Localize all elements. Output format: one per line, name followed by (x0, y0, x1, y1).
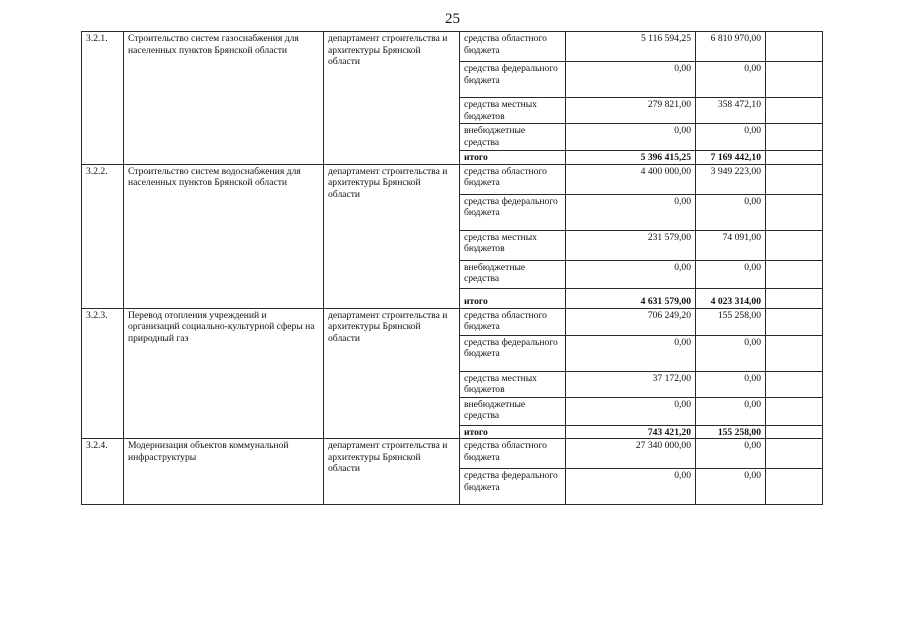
amount-value: 743 421,20 (566, 425, 696, 439)
amount-value: 0,00 (566, 397, 696, 425)
item-executor: департамент строительства и архитектуры Брянской области (324, 32, 460, 165)
amount-value: 358 472,10 (696, 98, 766, 124)
page-number: 25 (445, 11, 460, 27)
item-number: 3.2.2. (82, 164, 124, 308)
amount-value: 0,00 (566, 335, 696, 371)
amount-value: 0,00 (696, 124, 766, 151)
item-number: 3.2.4. (82, 439, 124, 505)
amount-value: 0,00 (696, 397, 766, 425)
amount-value: 27 340 000,00 (566, 439, 696, 469)
empty-cell (766, 288, 823, 308)
empty-cell (766, 151, 823, 165)
item-executor: департамент строительства и архитектуры Брянской области (324, 308, 460, 439)
amount-value: 0,00 (566, 194, 696, 230)
table-row (82, 32, 823, 62)
amount-value: 5 396 415,25 (566, 151, 696, 165)
amount-value: 0,00 (566, 469, 696, 505)
amount-value: 0,00 (566, 124, 696, 151)
funding-source: средства местных бюджетов (460, 371, 566, 397)
amount-value: 7 169 442,10 (696, 151, 766, 165)
funding-source: внебюджетные средства (460, 124, 566, 151)
amount-value: 231 579,00 (566, 230, 696, 260)
amount-value: 4 631 579,00 (566, 288, 696, 308)
amount-value: 4 023 314,00 (696, 288, 766, 308)
funding-source: внебюджетные средства (460, 397, 566, 425)
empty-cell (766, 230, 823, 260)
amount-value: 0,00 (696, 260, 766, 288)
table-row (82, 164, 823, 194)
funding-source: средства федерального бюджета (460, 469, 566, 505)
amount-value: 706 249,20 (566, 308, 696, 335)
empty-cell (766, 124, 823, 151)
funding-source: внебюджетные средства (460, 260, 566, 288)
item-number: 3.2.3. (82, 308, 124, 439)
funding-source: средства местных бюджетов (460, 230, 566, 260)
funding-source: итого (460, 425, 566, 439)
amount-value: 155 258,00 (696, 308, 766, 335)
funding-source: итого (460, 151, 566, 165)
funding-source: средства федерального бюджета (460, 194, 566, 230)
empty-cell (766, 62, 823, 98)
empty-cell (766, 98, 823, 124)
amount-value: 279 821,00 (566, 98, 696, 124)
amount-value: 0,00 (566, 62, 696, 98)
item-number: 3.2.1. (82, 32, 124, 165)
empty-cell (766, 164, 823, 194)
amount-value: 0,00 (696, 371, 766, 397)
funding-source: средства федерального бюджета (460, 335, 566, 371)
amount-value: 0,00 (566, 260, 696, 288)
amount-value: 74 091,00 (696, 230, 766, 260)
amount-value: 6 810 970,00 (696, 32, 766, 62)
funding-source: средства областного бюджета (460, 439, 566, 469)
funding-source: средства федерального бюджета (460, 62, 566, 98)
item-name: Модернизация объектов коммунальной инфраструктуры (124, 439, 324, 505)
funding-source: средства областного бюджета (460, 308, 566, 335)
empty-cell (766, 32, 823, 62)
amount-value: 3 949 223,00 (696, 164, 766, 194)
amount-value: 37 172,00 (566, 371, 696, 397)
empty-cell (766, 260, 823, 288)
budget-table (81, 31, 823, 505)
table-body (82, 32, 823, 505)
empty-cell (766, 371, 823, 397)
funding-source: итого (460, 288, 566, 308)
empty-cell (766, 469, 823, 505)
table-row (82, 439, 823, 469)
item-executor: департамент строительства и архитектуры Брянской области (324, 164, 460, 308)
table-row (82, 308, 823, 335)
amount-value: 0,00 (696, 335, 766, 371)
empty-cell (766, 194, 823, 230)
amount-value: 5 116 594,25 (566, 32, 696, 62)
amount-value: 155 258,00 (696, 425, 766, 439)
funding-source: средства областного бюджета (460, 32, 566, 62)
empty-cell (766, 308, 823, 335)
funding-source: средства областного бюджета (460, 164, 566, 194)
empty-cell (766, 335, 823, 371)
funding-source: средства местных бюджетов (460, 98, 566, 124)
amount-value: 4 400 000,00 (566, 164, 696, 194)
amount-value: 0,00 (696, 439, 766, 469)
amount-value: 0,00 (696, 469, 766, 505)
amount-value: 0,00 (696, 62, 766, 98)
item-executor: департамент строительства и архитектуры Брянской области (324, 439, 460, 505)
amount-value: 0,00 (696, 194, 766, 230)
item-name: Строительство систем водоснабжения для населенных пунктов Брянской области (124, 164, 324, 308)
empty-cell (766, 439, 823, 469)
item-name: Перевод отопления учреждений и организаций социально-культурной сферы на природный газ (124, 308, 324, 439)
empty-cell (766, 425, 823, 439)
item-name: Строительство систем газоснабжения для населенных пунктов Брянской области (124, 32, 324, 165)
empty-cell (766, 397, 823, 425)
